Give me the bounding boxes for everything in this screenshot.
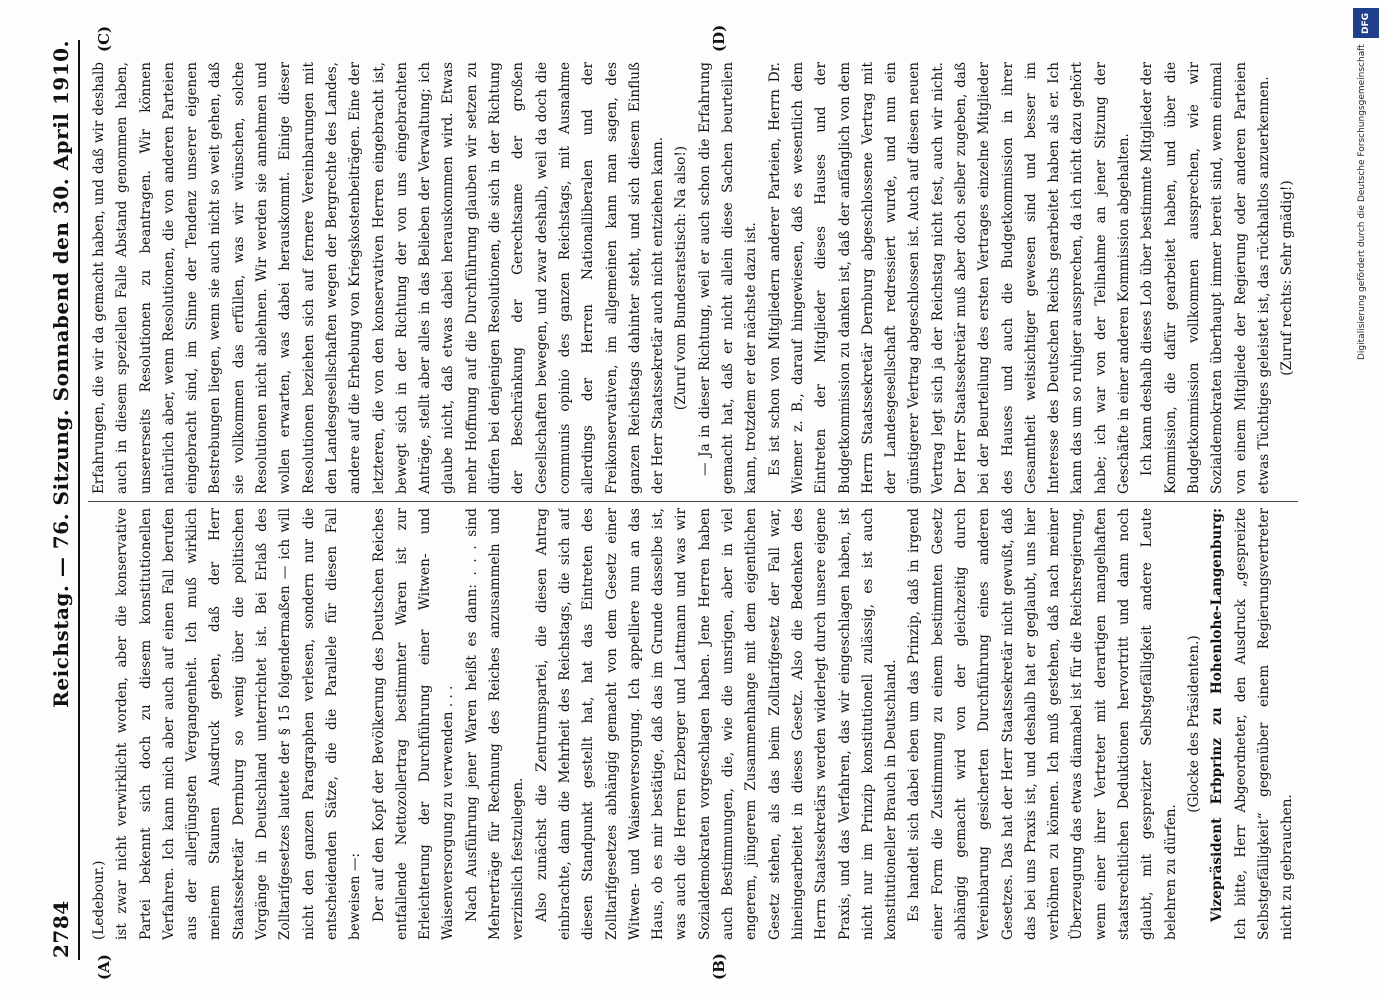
paragraph-text: Der auf den Kopf der Bevölkerung des Deutschen Reiches entfallende Nettozollertrag bestimmter Waren ist zur Erleichterung der Durchführung einer Witwen- und Waisenversorgung zu verwenden . . . (370, 508, 457, 940)
text-paragraph (111, 508, 367, 940)
paragraph-text: ist zwar nicht verwirklicht worden, aber die konservative Partei bekennt sich doch zu diesem konstitutionellen Verfahren. Ich kann mich aber auch auf einen Fall berufen aus der allerjüngsten Vergangenheit. Ich muß wirklich meinem Staunen Ausdruck geben, daß der Herr Staatssekretär Dernburg so wenig über die politischen Vorgänge in Deutschland unterrichtet ist. Bei Erlaß des Zolltarifgesetzes lautete der § 15 folgendermaßen — ich will nicht den ganzen Paragraphen verlesen, sondern nur die entscheidenden Sätze, die die Parallele für diesen Fall beweisen —: (114, 508, 364, 940)
margin-marker-c: (C) (95, 25, 113, 52)
left-text-column (88, 508, 1298, 940)
page-header (48, 40, 74, 958)
text-paragraph (694, 62, 764, 494)
text-paragraph (670, 62, 693, 494)
paragraph-text: Also zunächst die Zentrumspartei, die diesen Antrag einbrachte, dann die Mehrheit des Reichstags, die sich auf diesen Standpunkt gestellt hat, hat das Eintreten des Zolltarifgesetzes abhängig gemacht von dem Gesetz einer Witwen- und Waisenversorgung. Ich appelliere nun an das Haus, ob es mir bestätige, daß das im Grunde dasselbe ist, was auch die Herren Erzberger und Lattmann und was wir Sozialdemokraten vorgeschlagen haben. Jene Herren haben auch Bestimmungen, die, wie die unsrigen, aber in viel engerem, jüngerem Zusammenhange mit dem eigentlichen Gesetz stehen, als das beim Zolltarifgesetz der Fall war, hineingearbeitet in dieses Gesetz. Also die Bedenken des Herrn Staatssekretärs werden widerlegt durch unsere eigene Praxis, und das Verfahren, das wir eingeschlagen haben, ist nicht nur im Prinzip konstitutionell zulässig, es ist auch konstitutioneller Brauch in Deutschland. (533, 508, 900, 940)
paragraph-text: Es handelt sich dabei eben um das Prinzip, daß in irgend einer Form die Zustimmung zu einem bestimmten Gesetz abhängig gemacht wird von der gleichzeitig durch Vereinbarung gesicherten Durchführung eines anderen Gesetzes. Das hat der Herr Staatssekretär nicht gewußt, daß das bei uns Praxis ist, und deshalb hat er geglaubt, uns hier verhöhnen zu können. Ich muß gestehen, daß nach meiner Überzeugung das etwas diamabel ist für die Reichsregierung, wenn einer ihrer Vertreter mit derartigen mangelhaften staatsrechtlichen Deduktionen hervortritt und dann noch glaubt, mit gespreizter Selbstgefälligkeit andere Leute belehren zu dürfen. (906, 508, 1179, 940)
header-rule (78, 40, 80, 960)
right-text-column (88, 62, 1298, 494)
paragraph-text: Ich bitte, Herr Abgeordneter, den Ausdruck „gespreizte Selbstgefälligkeit“ gegenüber einem Regierungsvertreter nicht zu gebrauchen. (1232, 508, 1296, 940)
text-paragraph (1136, 62, 1276, 494)
column-divider (88, 501, 1298, 502)
digitization-credit: Digitalisierung gefördert durch die Deutsche Forschungsgemeinschaft (1357, 44, 1367, 360)
paragraph-text: Ich kann deshalb dieses Lob über bestimmte Mitglieder der Kommission, die dafür gearbeitet haben, und über die Budgetkommission vollkommen aussprechen, wie wir Sozialdemokraten überhaupt immer bereit sind, wenn einmal von einem Mitgliede der Regierung oder anderen Parteien etwas Tüchtiges geleistet ist, das rückhaltlos anzuerkennen. (1139, 62, 1272, 494)
page-number: 2784 (49, 900, 73, 958)
session-title: Reichstag. — 76. Sitzung. Sonnabend den 30. April 1910. (49, 40, 73, 708)
margin-marker-b: (B) (710, 953, 728, 980)
text-paragraph (903, 508, 1183, 940)
text-paragraph (88, 62, 670, 494)
paragraph-text: (Ledebour.) (91, 860, 107, 940)
text-paragraph (1183, 508, 1206, 940)
paragraph-text: Es ist schon von Mitgliedern anderer Parteien, Herrn Dr. Wiemer z. B., darauf hingewiesen, daß es wesentlich dem Eintreten der Mitglieder dieses Hauses und der Budgetkommission zu danken ist, daß der anfänglich von dem Herrn Staatssekretär Dernburg abgeschlossene Vertrag mit der Landesgesellschaft redressiert wurde, und nun ein günstigerer Vertrag abgeschlossen ist. Auch auf diesen neuen Vertrag legt sich ja der Reichstag nicht fest, auch wir nicht. Der Herr Staatssekretär muß aber doch selber zugeben, daß bei der Beurteilung des ersten Vertrages einzelne Mitglieder des Hauses und auch die Budgetkommission in ihrer Gesamtheit weitsichtiger gewesen sind und besser im Interesse des Deutschen Reichs gearbeitet haben als er. Ich kann das um so ruhiger aussprechen, da ich nicht dazu gehört habe; ich war von der Teilnahme an jener Sitzung der Geschäfte in einer anderen Kommission abgehalten. (766, 62, 1133, 494)
paragraph-text: — Ja in dieser Richtung, weil er auch schon die Erfahrung gemacht hat, daß er nicht allein diese Sachen beurteilen kann, trotzdem er der nächste dazu ist. (696, 62, 760, 494)
paragraph-text: (Zuruf vom Bundesratstisch: Na also!) (673, 145, 690, 411)
margin-marker-d: (D) (710, 24, 728, 52)
text-paragraph (88, 508, 111, 940)
paragraph-text: Erfahrungen, die wir da gemacht haben, und daß wir deshalb auch in diesem speziellen Falle Abstand genommen haben, unsererseits Resolutionen zu beantragen. Wir können natürlich aber, wenn Resolutionen, die von anderen Parteien eingebracht sind, im Sinne der Tendenz unserer eigenen Bestrebungen liegen, wenn sie auch nicht so weit gehen, daß sie vollkommen das erfüllen, was wir wünschen, solche Resolutionen nicht ablehnen. Wir werden sie annehmen und wollen erwarten, was dabei herauskommt. Einige dieser Resolutionen beziehen sich auf fernere Vereinbarungen mit den Landesgesellschaften wegen der Bergrechte des Landes, andere auf die Erhebung von Kriegskostenbeiträgen. Eine der letzteren, die von den konservativen Herren eingebracht ist, bewegt sich in der Richtung der von uns eingebrachten Anträge, stellt aber alles in das Belieben der Verwaltung; ich glaube nicht, daß etwas dabei herauskommen wird. Etwas mehr Hoffnung auf die Durchführung glauben wir setzen zu dürfen bei denjenigen Resolutionen, die sich in der Richtung der Beschränkung der Gerechtsame der großen Gesellschaften bewegen, und zwar deshalb, weil da doch die communis opinio des ganzen Reichstags, mit Ausnahme allerdings der Herren Nationalliberalen und der Freikonservativen, im allgemeinen kann man sagen, des ganzen Reichstags dahinter steht, und sich diesem Einfluß der Herr Staatssekretär auch nicht entziehen kann. (91, 62, 667, 494)
text-paragraph (764, 62, 1137, 494)
text-paragraph (531, 508, 904, 940)
paragraph-text: (Glocke des Präsidenten.) (1185, 635, 1202, 813)
paragraph-text: Nach Ausführung jener Waren heißt es dann: . . . sind Mehrerträge für Rechnung des Reiches anzusammeln und verzinslich festzulegen. (463, 508, 527, 940)
text-paragraph (461, 508, 531, 940)
text-paragraph (1206, 508, 1298, 940)
margin-marker-a: (A) (95, 954, 113, 980)
paragraph-text: (Zuruf rechts: Sehr gnädig!) (1279, 180, 1296, 376)
dfg-logo: DFG (1353, 8, 1379, 38)
text-paragraph (1276, 62, 1298, 494)
speaker-name: Vizepräsident Erbprinz zu Hohenlohe-Langenburg: (1209, 508, 1226, 922)
text-paragraph (368, 508, 461, 940)
